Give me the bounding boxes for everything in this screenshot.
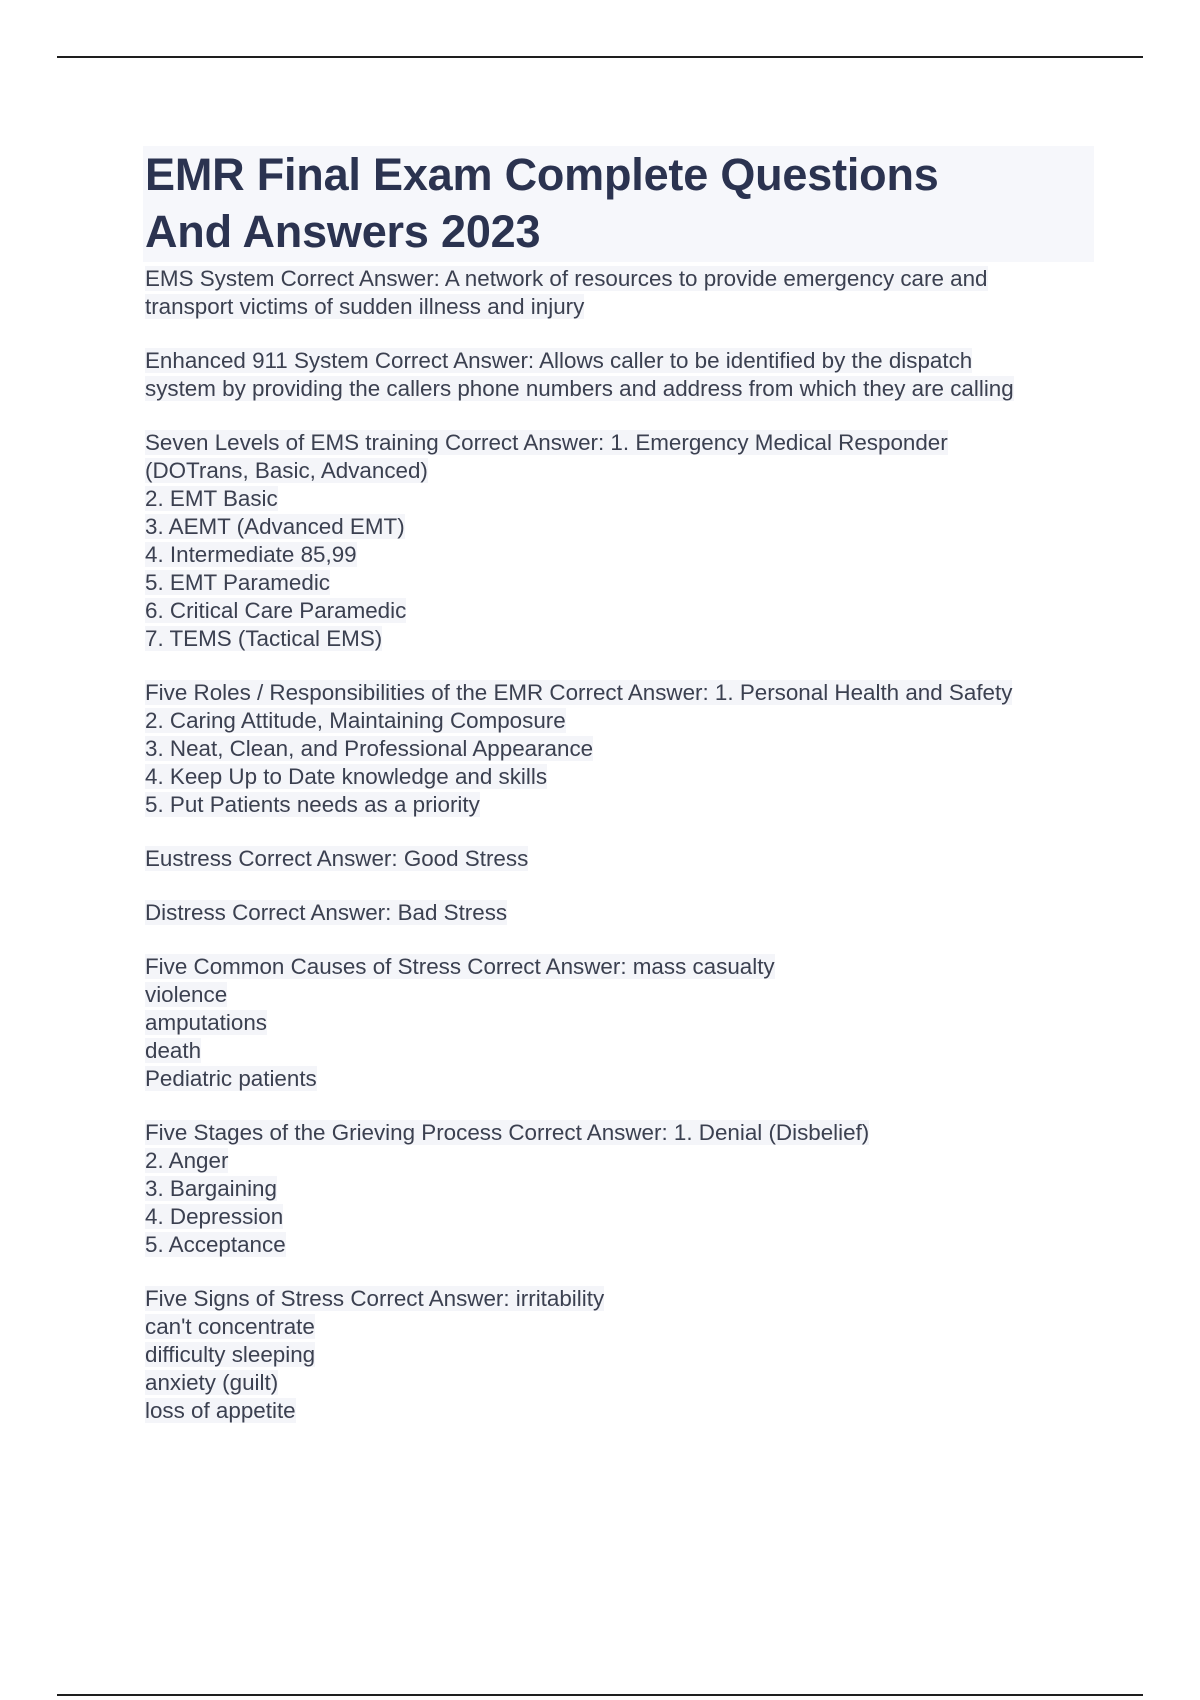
- qa-line-text: system by providing the callers phone numbers and address from which they are calling: [145, 376, 1014, 401]
- qa-line-text: Pediatric patients: [145, 1066, 317, 1091]
- qa-entry: [145, 899, 1090, 927]
- qa-line-text: 6. Critical Care Paramedic: [145, 598, 407, 623]
- qa-line-text: Enhanced 911 System Correct Answer: Allows caller to be identified by the dispatch: [145, 348, 973, 373]
- qa-line: [145, 1369, 1090, 1397]
- qa-line-text: transport victims of sudden illness and injury: [145, 294, 585, 319]
- qa-line-text: can't concentrate: [145, 1314, 315, 1339]
- qa-line: [145, 485, 1090, 513]
- qa-line: [145, 1009, 1090, 1037]
- qa-entry: [145, 1285, 1090, 1425]
- qa-line: [145, 597, 1090, 625]
- qa-line: [145, 347, 1090, 375]
- qa-line-text: 3. AEMT (Advanced EMT): [145, 514, 405, 539]
- qa-line-text: 2. Caring Attitude, Maintaining Composure: [145, 708, 566, 733]
- qa-line: [145, 953, 1090, 981]
- qa-line-text: amputations: [145, 1010, 267, 1035]
- qa-line-text: EMS System Correct Answer: A network of resources to provide emergency care and: [145, 266, 988, 291]
- qa-line-text: Five Roles / Responsibilities of the EMR Correct Answer: 1. Personal Health and Safety: [145, 680, 1013, 705]
- qa-line-text: Eustress Correct Answer: Good Stress: [145, 846, 529, 871]
- qa-line: [145, 1341, 1090, 1369]
- qa-line: [145, 1313, 1090, 1341]
- qa-line-text: 4. Depression: [145, 1204, 284, 1229]
- qa-line-text: Seven Levels of EMS training Correct Answer: 1. Emergency Medical Responder: [145, 430, 948, 455]
- qa-line: [145, 735, 1090, 763]
- document-body: [145, 146, 1090, 1451]
- qa-entry: [145, 679, 1090, 819]
- qa-line-text: 7. TEMS (Tactical EMS): [145, 626, 383, 651]
- qa-line: [145, 1231, 1090, 1259]
- qa-list: [145, 265, 1090, 1425]
- qa-line-text: 4. Keep Up to Date knowledge and skills: [145, 764, 548, 789]
- qa-line-text: Five Common Causes of Stress Correct Answer: mass casualty: [145, 954, 775, 979]
- qa-line: [145, 845, 1090, 873]
- qa-line: [145, 1285, 1090, 1313]
- qa-line: [145, 1037, 1090, 1065]
- qa-line: [145, 541, 1090, 569]
- top-rule: [57, 56, 1143, 58]
- qa-line: [145, 791, 1090, 819]
- qa-line: [145, 457, 1090, 485]
- qa-line: [145, 429, 1090, 457]
- qa-line: [145, 1397, 1090, 1425]
- qa-entry: [145, 429, 1090, 653]
- title-line: EMR Final Exam Complete Questions: [145, 149, 939, 200]
- qa-line-text: Five Signs of Stress Correct Answer: irritability: [145, 1286, 605, 1311]
- qa-line: [145, 375, 1090, 403]
- qa-line-text: 5. EMT Paramedic: [145, 570, 330, 595]
- qa-line-text: 5. Put Patients needs as a priority: [145, 792, 480, 817]
- qa-line: [145, 679, 1090, 707]
- qa-line: [145, 1147, 1090, 1175]
- qa-line: [145, 1119, 1090, 1147]
- document-title: [145, 146, 1092, 260]
- qa-line-text: difficulty sleeping: [145, 1342, 316, 1367]
- qa-entry: [145, 265, 1090, 321]
- qa-line: [145, 293, 1090, 321]
- qa-entry: [145, 845, 1090, 873]
- qa-line-text: death: [145, 1038, 202, 1063]
- qa-entry: [145, 953, 1090, 1093]
- qa-line-text: violence: [145, 982, 228, 1007]
- title-block: [143, 146, 1094, 262]
- qa-line-text: 3. Neat, Clean, and Professional Appearance: [145, 736, 594, 761]
- qa-line: [145, 625, 1090, 653]
- qa-line: [145, 981, 1090, 1009]
- qa-line-text: 3. Bargaining: [145, 1176, 277, 1201]
- qa-line: [145, 899, 1090, 927]
- qa-line-text: (DOTrans, Basic, Advanced): [145, 458, 428, 483]
- qa-line-text: Distress Correct Answer: Bad Stress: [145, 900, 508, 925]
- qa-line-text: 4. Intermediate 85,99: [145, 542, 357, 567]
- qa-line: [145, 1065, 1090, 1093]
- qa-entry: [145, 347, 1090, 403]
- qa-line: [145, 707, 1090, 735]
- qa-line-text: Five Stages of the Grieving Process Correct Answer: 1. Denial (Disbelief): [145, 1120, 870, 1145]
- qa-line: [145, 1203, 1090, 1231]
- qa-entry: [145, 1119, 1090, 1259]
- title-line: And Answers 2023: [145, 206, 541, 257]
- qa-line-text: anxiety (guilt): [145, 1370, 279, 1395]
- qa-line-text: loss of appetite: [145, 1398, 296, 1423]
- qa-line: [145, 1175, 1090, 1203]
- qa-line-text: 2. EMT Basic: [145, 486, 278, 511]
- qa-line: [145, 763, 1090, 791]
- qa-line: [145, 265, 1090, 293]
- qa-line-text: 2. Anger: [145, 1148, 229, 1173]
- bottom-rule: [57, 1694, 1143, 1696]
- qa-line: [145, 513, 1090, 541]
- qa-line-text: 5. Acceptance: [145, 1232, 286, 1257]
- qa-line: [145, 569, 1090, 597]
